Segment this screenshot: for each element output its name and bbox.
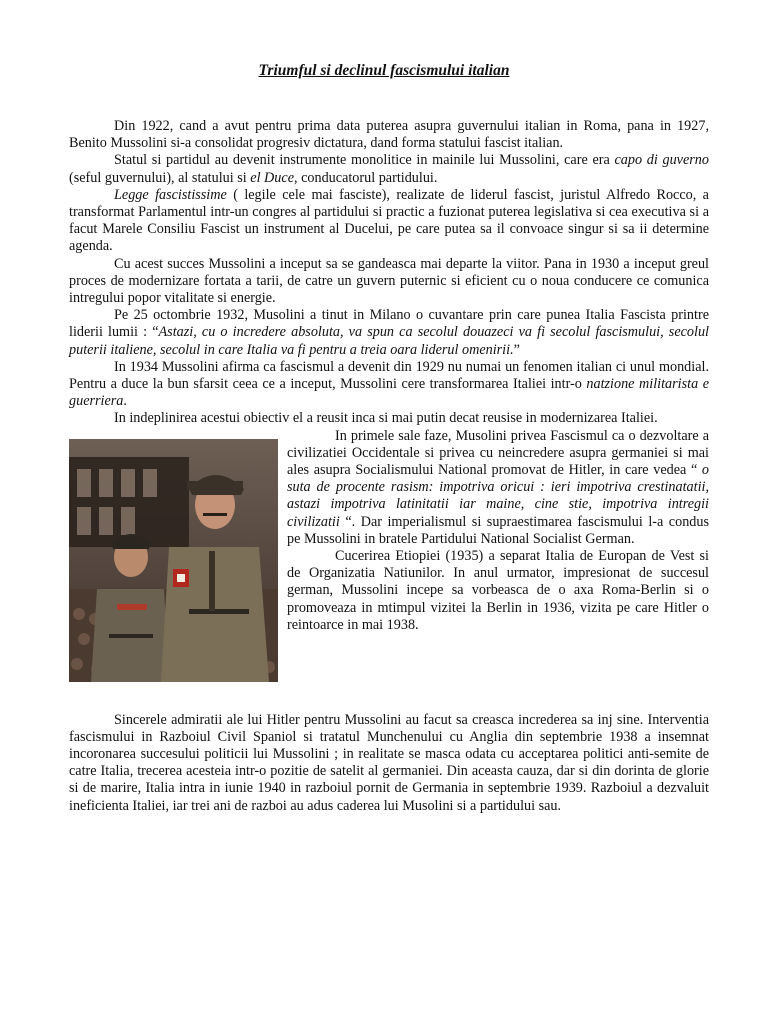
- paragraph-2: Statul si partidul au devenit instrumente monolitice in mainile lui Mussolini, care era capo di guverno (seful guvernului), al statului si el Duce, conducatorul partidului.: [69, 152, 709, 186]
- paragraph-10: Sincerele admiratii ale lui Hitler pentru Mussolini au facut sa creasca increderea sa inj sine. Interventia fascismului in Razboiul Civil Spaniol si tratatul Munchenului cu Anglia din septembrie 1938 a insemnat incoronarea succesului politicii lui Mussolini ; in realitate se masca odata cu acceptarea politici anti-semite de catre Italia, trecerea acesteia intr-o pozitie de satelit al germaniei. Din aceasta cauza, dar si din dorinta de glorie si de marire, Italia intra in iunie 1940 in razboiul pornit de Germania in septembrie 1939. Razboiul a dezvaluit ineficienta Italiei, iar trei ani de razboi au adus caderea lui Musolini si a partidului sau.: [69, 711, 709, 814]
- paragraph-6: In 1934 Mussolini afirma ca fascismul a devenit din 1929 nu numai un fenomen italian ci unul mondial. Pentru a duce la bun sfarsit ceea ce a inceput, Mussolini cere transformarea Italiei intr-o natzione militarista e guerriera.: [69, 358, 710, 410]
- historical-photo: [69, 439, 278, 682]
- paragraph-9: Cucerirea Etiopiei (1935) a separat Italia de Europan de Vest si de Organizatia Natiunilor. In anul urmator, impresionat de succesul german, Mussolini incepe sa vorbeasca de o axa Roma-Berlin si o promoveaza in mtimpul vizitei la Berlin in 1936, vizita pe care Hitler o reintoarce in mai 1938.: [287, 548, 709, 633]
- paragraph-5: Pe 25 octombrie 1932, Musolini a tinut in Milano o cuvantare prin care punea Italia Fascista printre liderii lumii : “Astazi, cu o incredere absoluta, va spun ca secolul douazeci va fi secolul fascismului, secolul puterii italiene, secolul in care Italia va fi pentru a treia oara liderul omenirii.”: [69, 307, 709, 358]
- photo-section: [69, 428, 709, 712]
- closing-section: [69, 712, 709, 815]
- page-title: Triumful si declinul fascismului italian: [258, 62, 510, 79]
- paragraph-1: Din 1922, cand a avut pentru prima data puterea asupra guvernului italian in Roma, pana in 1927, Benito Mussolini si-a consolidat progresiv dictatura, dand forma statului fascist italian.: [69, 118, 709, 152]
- document-body: [69, 118, 709, 815]
- right-column-text: [287, 428, 709, 634]
- paragraph-3: Legge fascistissime ( legile cele mai fasciste), realizate de liderul fascist, juristul Alfredo Rocco, a transformat Parlamentul intr-un congres al partidului si practic a fuzionat puterea legislativa si cea executiva si a facut Marele Consiliu Fascist un instrument al Ducelui, pe care putea sa il convoace singur si sa ii determine agenda.: [69, 186, 709, 255]
- paragraph-7: In indeplinirea acestui obiectiv el a reusit inca si mai putin decat reusise in modernizarea Italiei.: [114, 410, 658, 427]
- paragraph-4: Cu acest succes Mussolini a inceput sa se gandeasca mai departe la viitor. Pana in 1930 a inceput greul proces de modernizare fortata a tarii, de catre un guvern puternic si eficient cu o noua conducere ce comunica intregului popor vitalitate si energie.: [69, 255, 709, 307]
- paragraph-8: In primele sale faze, Musolini privea Fascismul ca o dezvoltare a civilizatiei Occidentale si privea cu neincredere asupra germaniei si mai ales asupra Socialismului National promovat de Hitler, in care vedea “ o suta de procente rasism: impotriva oricui : ieri impotriva crestinatatii, astazi impotriva latinitatii iar maine, cine stie, impotriva intregii civilizatii “. Dar imperialismul si supraestimarea fascismului l-a condus pe Mussolini in bratele Partidului National Socialist German.: [287, 427, 709, 547]
